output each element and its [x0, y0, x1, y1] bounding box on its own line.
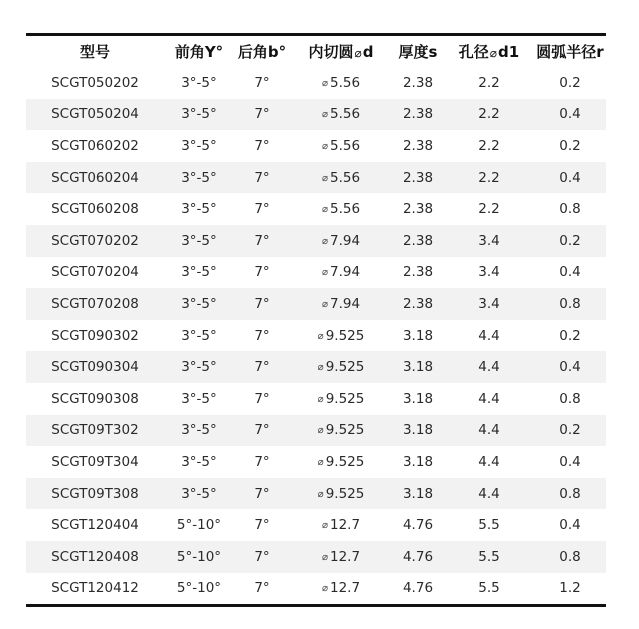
inscribed-circle-value: 9.525: [325, 390, 365, 407]
cell-clearance-angle: 7°: [234, 541, 290, 573]
insert-spec-table: [26, 33, 606, 607]
cell-clearance-angle: 7°: [234, 99, 290, 131]
table-body: [26, 67, 606, 604]
cell-rake-angle: 3°-5°: [164, 415, 234, 447]
cell-inscribed-circle: [290, 288, 392, 320]
diameter-icon: ⌀: [317, 362, 324, 374]
cell-hole-diameter: 3.4: [444, 288, 534, 320]
cell-thickness: 3.18: [392, 415, 444, 447]
cell-clearance-angle: 7°: [234, 415, 290, 447]
cell-clearance-angle: 7°: [234, 225, 290, 257]
cell-model: SCGT09T302: [26, 415, 164, 447]
cell-hole-diameter: 2.2: [444, 99, 534, 131]
cell-hole-diameter: 3.4: [444, 225, 534, 257]
header-rake-angle: 前角Y°: [174, 43, 224, 61]
table-row: [26, 162, 606, 194]
cell-corner-radius: 0.2: [559, 74, 581, 91]
cell-clearance-angle: 7°: [234, 288, 290, 320]
cell-clearance-angle: 7°: [254, 201, 270, 218]
inscribed-circle-value: 5.56: [329, 74, 361, 91]
cell-rake-angle: 3°-5°: [181, 74, 217, 91]
cell-rake-angle: 3°-5°: [164, 478, 234, 510]
cell-clearance-angle: 7°: [254, 327, 270, 344]
header-thickness: 厚度s: [398, 43, 438, 61]
inscribed-circle-value: 9.525: [325, 327, 365, 344]
cell-rake-angle: 3°-5°: [164, 351, 234, 383]
cell-hole-diameter: 2.2: [478, 137, 500, 154]
cell-hole-diameter: 5.5: [478, 580, 500, 597]
cell-rake-angle: 3°-5°: [164, 225, 234, 257]
inscribed-circle-value: 5.56: [329, 169, 361, 186]
diameter-icon: ⌀: [317, 330, 324, 342]
cell-clearance-angle: 7°: [254, 390, 270, 407]
cell-clearance-angle: 7°: [234, 162, 290, 194]
cell-rake-angle: 3°-5°: [181, 201, 217, 218]
cell-corner-radius: 0.4: [559, 517, 581, 534]
diameter-icon: ⌀: [321, 267, 328, 279]
cell-inscribed-circle: [290, 225, 392, 257]
cell-corner-radius: 0.8: [534, 478, 606, 510]
cell-thickness: 2.38: [392, 99, 444, 131]
cell-rake-angle: 3°-5°: [164, 99, 234, 131]
cell-thickness: 2.38: [392, 288, 444, 320]
table-bottom-rule: [26, 604, 606, 607]
inscribed-circle-value: 9.525: [325, 422, 365, 439]
diameter-icon: ⌀: [354, 46, 362, 60]
diameter-icon: ⌀: [317, 456, 324, 468]
inscribed-circle-value: 12.7: [329, 548, 361, 565]
inscribed-circle-value: 12.7: [329, 580, 361, 597]
cell-thickness: 2.38: [392, 162, 444, 194]
cell-hole-diameter: 4.4: [444, 478, 534, 510]
cell-model: SCGT070208: [26, 288, 164, 320]
table-row: [26, 67, 606, 99]
cell-model: SCGT060208: [51, 201, 139, 218]
inscribed-circle-value: 7.94: [329, 264, 361, 281]
cell-corner-radius: 0.2: [559, 137, 581, 154]
inscribed-circle-value: 9.525: [325, 359, 365, 376]
header-model: 型号: [79, 43, 110, 61]
header-clearance-angle: 后角b°: [237, 43, 287, 61]
cell-thickness: 2.38: [402, 264, 434, 281]
table-row: [26, 288, 606, 320]
cell-thickness: 2.38: [402, 74, 434, 91]
diameter-icon: ⌀: [321, 109, 328, 121]
inscribed-circle-value: 5.56: [329, 201, 361, 218]
diameter-icon: ⌀: [317, 488, 324, 500]
cell-model: SCGT090302: [51, 327, 139, 344]
cell-inscribed-circle: [290, 478, 392, 510]
cell-model: SCGT060202: [51, 137, 139, 154]
inscribed-circle-value: 12.7: [329, 517, 361, 534]
cell-inscribed-circle: [290, 67, 392, 99]
cell-thickness: 3.18: [392, 351, 444, 383]
table-header: [26, 36, 606, 67]
cell-inscribed-circle: [290, 446, 392, 478]
table-row: [26, 130, 606, 162]
table-row: [26, 99, 606, 131]
cell-corner-radius: 0.4: [534, 162, 606, 194]
cell-clearance-angle: 7°: [254, 137, 270, 154]
cell-rake-angle: 3°-5°: [181, 453, 217, 470]
cell-hole-diameter: 4.4: [478, 390, 500, 407]
cell-inscribed-circle: [290, 162, 392, 194]
table-row: [26, 415, 606, 447]
cell-corner-radius: 0.2: [534, 415, 606, 447]
cell-hole-diameter: 4.4: [478, 453, 500, 470]
cell-hole-diameter: 5.5: [444, 541, 534, 573]
cell-thickness: 3.18: [392, 478, 444, 510]
cell-model: SCGT050202: [51, 74, 139, 91]
inscribed-circle-value: 9.525: [325, 485, 365, 502]
diameter-icon: ⌀: [489, 46, 498, 60]
cell-inscribed-circle: [290, 541, 392, 573]
cell-rake-angle: 3°-5°: [181, 137, 217, 154]
table-row: [26, 573, 606, 605]
cell-thickness: 2.38: [392, 225, 444, 257]
cell-inscribed-circle: [290, 130, 392, 162]
cell-corner-radius: 0.4: [534, 351, 606, 383]
cell-corner-radius: 0.8: [559, 201, 581, 218]
cell-corner-radius: 0.4: [534, 99, 606, 131]
cell-hole-diameter: 4.4: [444, 351, 534, 383]
cell-hole-diameter: 4.4: [478, 327, 500, 344]
cell-thickness: 4.76: [402, 517, 434, 534]
header-hole-diameter: [444, 36, 534, 67]
inscribed-circle-value: 7.94: [329, 232, 361, 249]
cell-inscribed-circle: [290, 383, 392, 415]
cell-clearance-angle: 7°: [254, 453, 270, 470]
header-corner-radius: 圆弧半径r: [536, 43, 604, 61]
header-inscribed-circle-var: d: [362, 43, 374, 61]
diameter-icon: ⌀: [321, 520, 328, 532]
diameter-icon: ⌀: [317, 425, 324, 437]
cell-inscribed-circle: [290, 351, 392, 383]
cell-rake-angle: 3°-5°: [181, 390, 217, 407]
cell-thickness: 4.76: [402, 580, 434, 597]
header-hole-var: d1: [498, 43, 520, 61]
cell-corner-radius: 0.2: [534, 225, 606, 257]
cell-corner-radius: 0.8: [559, 390, 581, 407]
cell-clearance-angle: 7°: [254, 517, 270, 534]
cell-inscribed-circle: [290, 193, 392, 225]
cell-clearance-angle: 7°: [234, 351, 290, 383]
cell-corner-radius: 0.8: [534, 541, 606, 573]
cell-model: SCGT050204: [26, 99, 164, 131]
cell-model: SCGT09T308: [26, 478, 164, 510]
cell-hole-diameter: 5.5: [478, 517, 500, 534]
cell-rake-angle: 3°-5°: [164, 162, 234, 194]
header-inscribed-circle-label: 内切圆: [308, 43, 354, 61]
cell-rake-angle: 5°-10°: [176, 580, 222, 597]
cell-thickness: 2.38: [402, 137, 434, 154]
table-row: [26, 225, 606, 257]
table-row: [26, 257, 606, 289]
table-row: [26, 541, 606, 573]
cell-model: SCGT070204: [51, 264, 139, 281]
diameter-icon: ⌀: [317, 393, 324, 405]
table-row: [26, 478, 606, 510]
cell-thickness: 2.38: [402, 201, 434, 218]
cell-inscribed-circle: [290, 573, 392, 605]
cell-rake-angle: 3°-5°: [164, 288, 234, 320]
cell-model: SCGT09T304: [51, 453, 139, 470]
cell-rake-angle: 3°-5°: [181, 327, 217, 344]
cell-model: SCGT120404: [51, 517, 139, 534]
cell-thickness: 3.18: [402, 453, 434, 470]
cell-clearance-angle: 7°: [254, 580, 270, 597]
cell-corner-radius: 1.2: [559, 580, 581, 597]
table-row: [26, 383, 606, 415]
diameter-icon: ⌀: [321, 204, 328, 216]
cell-corner-radius: 0.2: [559, 327, 581, 344]
cell-rake-angle: 3°-5°: [181, 264, 217, 281]
cell-inscribed-circle: [290, 99, 392, 131]
diameter-icon: ⌀: [321, 551, 328, 563]
cell-model: SCGT120408: [26, 541, 164, 573]
cell-corner-radius: 0.4: [559, 264, 581, 281]
cell-model: SCGT060204: [26, 162, 164, 194]
cell-model: SCGT070202: [26, 225, 164, 257]
cell-rake-angle: 5°-10°: [176, 517, 222, 534]
cell-inscribed-circle: [290, 509, 392, 541]
cell-hole-diameter: 2.2: [478, 74, 500, 91]
cell-inscribed-circle: [290, 415, 392, 447]
header-inscribed-circle: [290, 36, 392, 67]
inscribed-circle-value: 5.56: [329, 106, 361, 123]
cell-model: SCGT090304: [26, 351, 164, 383]
cell-hole-diameter: 2.2: [444, 162, 534, 194]
diameter-icon: ⌀: [321, 140, 328, 152]
cell-thickness: 4.76: [392, 541, 444, 573]
diameter-icon: ⌀: [321, 235, 328, 247]
spec-table: [26, 36, 606, 604]
cell-model: SCGT090308: [51, 390, 139, 407]
cell-model: SCGT120412: [51, 580, 139, 597]
table-row: [26, 509, 606, 541]
cell-hole-diameter: 4.4: [444, 415, 534, 447]
cell-clearance-angle: 7°: [234, 478, 290, 510]
cell-thickness: 3.18: [402, 327, 434, 344]
header-hole-label: 孔径: [458, 43, 489, 61]
cell-hole-diameter: 2.2: [478, 201, 500, 218]
diameter-icon: ⌀: [321, 583, 328, 595]
table-row: [26, 446, 606, 478]
cell-thickness: 3.18: [402, 390, 434, 407]
cell-corner-radius: 0.8: [534, 288, 606, 320]
table-row: [26, 351, 606, 383]
cell-clearance-angle: 7°: [254, 74, 270, 91]
diameter-icon: ⌀: [321, 77, 328, 89]
table-row: [26, 320, 606, 352]
inscribed-circle-value: 9.525: [325, 453, 365, 470]
cell-inscribed-circle: [290, 257, 392, 289]
cell-corner-radius: 0.4: [559, 453, 581, 470]
diameter-icon: ⌀: [321, 172, 328, 184]
diameter-icon: ⌀: [321, 298, 328, 310]
cell-hole-diameter: 3.4: [478, 264, 500, 281]
cell-inscribed-circle: [290, 320, 392, 352]
cell-clearance-angle: 7°: [254, 264, 270, 281]
inscribed-circle-value: 5.56: [329, 137, 361, 154]
header-row: [26, 36, 606, 67]
cell-rake-angle: 5°-10°: [164, 541, 234, 573]
table-row: [26, 193, 606, 225]
inscribed-circle-value: 7.94: [329, 295, 361, 312]
